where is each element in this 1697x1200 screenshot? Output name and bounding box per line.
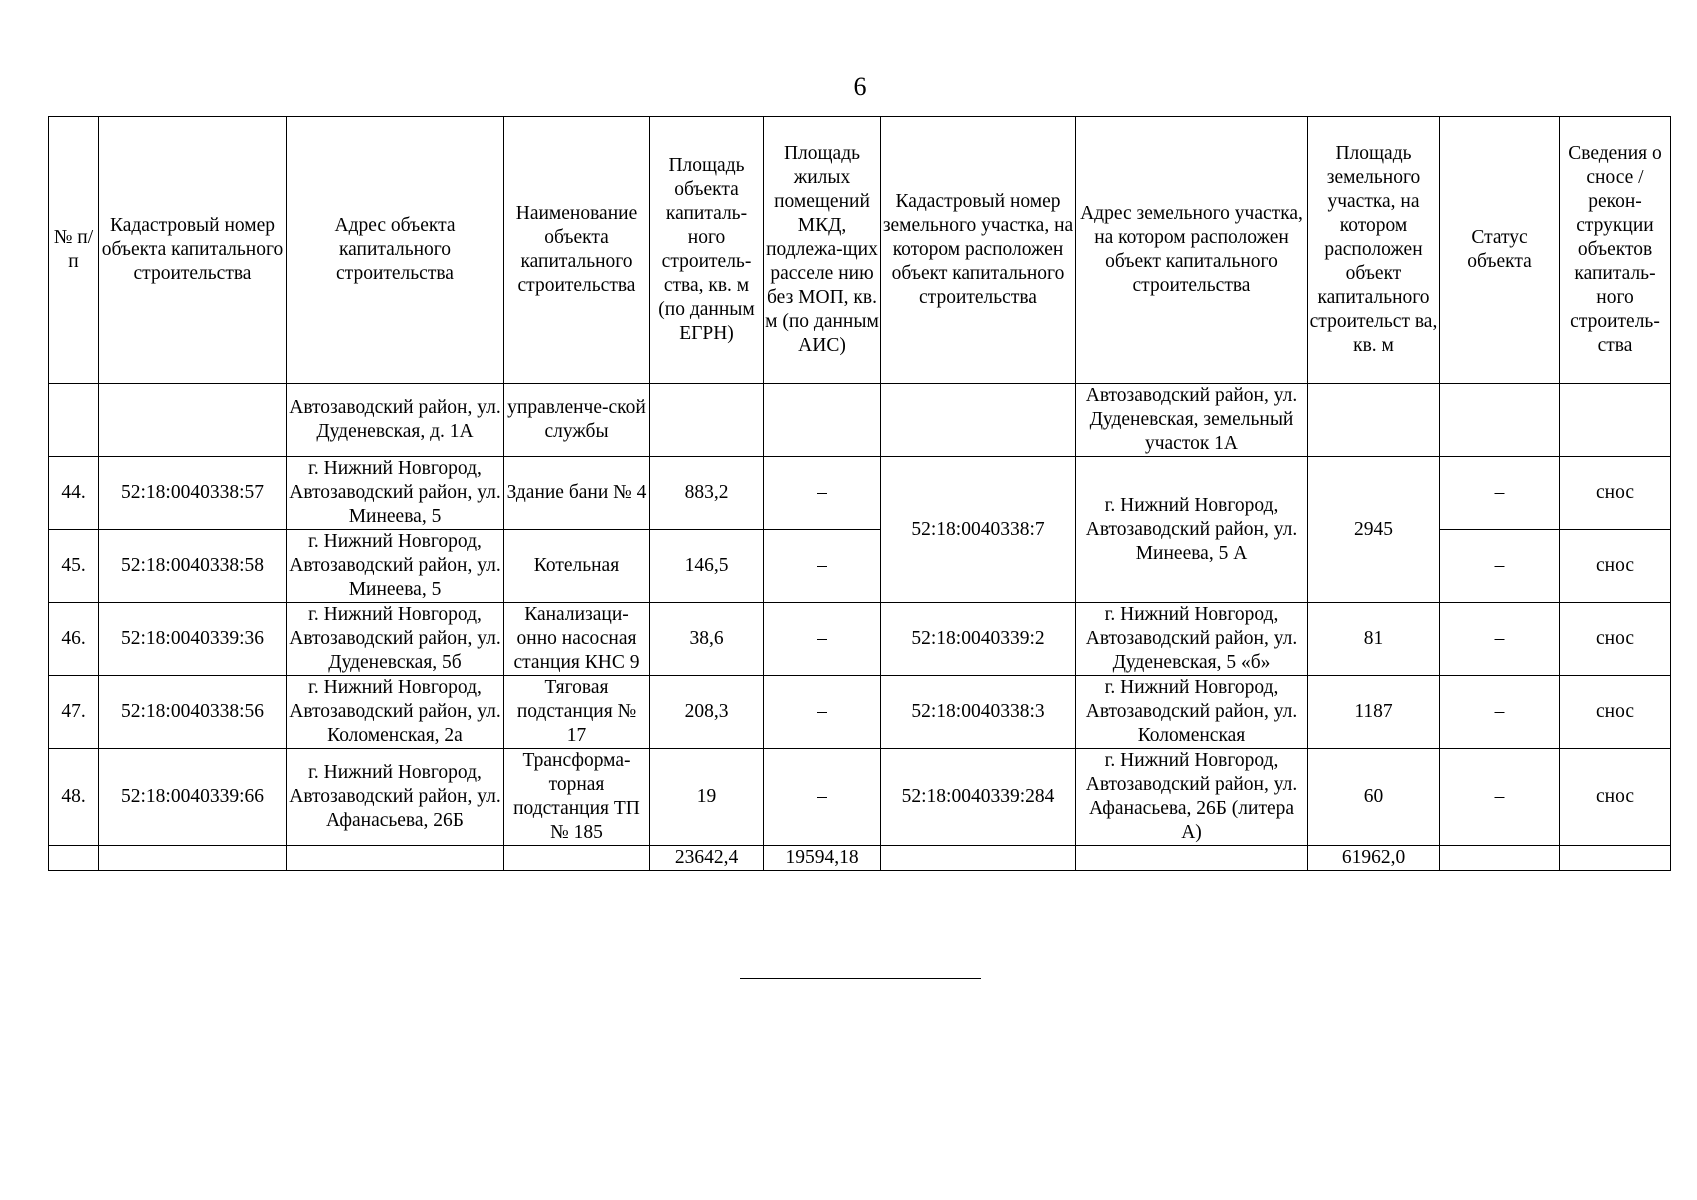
cell-name: Котельная <box>504 530 650 603</box>
col-header-address: Адрес объекта капитального строительства <box>287 117 504 384</box>
cell-name: Канализаци-онно насосная станция КНС 9 <box>504 603 650 676</box>
cell-land-cadastral-number: 52:18:0040338:7 <box>881 457 1076 603</box>
cell-status <box>1440 846 1560 871</box>
cell-status: – <box>1440 457 1560 530</box>
cell-name: Трансформа-торная подстанция ТП № 185 <box>504 749 650 846</box>
col-header-land-address: Адрес земельного участка, на котором расположен объект капитального строительства <box>1076 117 1308 384</box>
total-living-area: 19594,18 <box>764 846 881 871</box>
cell-demolition-info <box>1560 384 1671 457</box>
cell-living-area <box>764 384 881 457</box>
cell-cadastral-number: 52:18:0040339:36 <box>99 603 287 676</box>
cell-area: 146,5 <box>650 530 764 603</box>
cell-area: 19 <box>650 749 764 846</box>
cell-cadastral-number <box>99 846 287 871</box>
cell-area <box>650 384 764 457</box>
cell-demolition-info: снос <box>1560 530 1671 603</box>
cell-living-area: – <box>764 676 881 749</box>
cell-address <box>287 846 504 871</box>
cell-address: г. Нижний Новгород, Автозаводский район, ул. Афанасьева, 26Б <box>287 749 504 846</box>
cell-land-address: г. Нижний Новгород, Автозаводский район, ул. Коломенская <box>1076 676 1308 749</box>
cell-demolition-info: снос <box>1560 676 1671 749</box>
cell-num: 46. <box>49 603 99 676</box>
col-header-area: Площадь объекта капиталь-ного строитель-ства, кв. м (по данным ЕГРН) <box>650 117 764 384</box>
cell-demolition-info <box>1560 846 1671 871</box>
cell-land-cadastral-number <box>881 384 1076 457</box>
cell-status: – <box>1440 676 1560 749</box>
cell-cadastral-number <box>99 384 287 457</box>
cell-address: г. Нижний Новгород, Автозаводский район, ул. Дуденевская, 5б <box>287 603 504 676</box>
cell-cadastral-number: 52:18:0040338:58 <box>99 530 287 603</box>
table-row-continuation <box>49 384 1671 457</box>
cell-num <box>49 846 99 871</box>
cell-address: г. Нижний Новгород, Автозаводский район, ул. Коломенская, 2а <box>287 676 504 749</box>
cell-land-area: 81 <box>1308 603 1440 676</box>
cell-living-area: – <box>764 603 881 676</box>
totals-row <box>49 846 1671 871</box>
cell-land-area: 1187 <box>1308 676 1440 749</box>
cell-land-address: г. Нижний Новгород, Автозаводский район, ул. Минеева, 5 А <box>1076 457 1308 603</box>
cell-land-area: 60 <box>1308 749 1440 846</box>
cell-land-address: г. Нижний Новгород, Автозаводский район, ул. Афанасьева, 26Б (литера А) <box>1076 749 1308 846</box>
cell-area: 208,3 <box>650 676 764 749</box>
col-header-cadastral-number: Кадастровый номер объекта капитального строительства <box>99 117 287 384</box>
separator-line <box>740 978 981 979</box>
cell-num: 45. <box>49 530 99 603</box>
col-header-land-area: Площадь земельного участка, на котором расположен объект капитального строительст ва, кв. м <box>1308 117 1440 384</box>
cell-name <box>504 846 650 871</box>
cell-land-address <box>1076 846 1308 871</box>
cell-demolition-info: снос <box>1560 749 1671 846</box>
cell-address: г. Нижний Новгород, Автозаводский район, ул. Минеева, 5 <box>287 457 504 530</box>
total-area: 23642,4 <box>650 846 764 871</box>
cell-cadastral-number: 52:18:0040339:66 <box>99 749 287 846</box>
col-header-land-cadastral-number: Кадастровый номер земельного участка, на котором расположен объект капитального строительства <box>881 117 1076 384</box>
table-row <box>49 457 1671 530</box>
total-land-area: 61962,0 <box>1308 846 1440 871</box>
cell-status <box>1440 384 1560 457</box>
cell-num: 48. <box>49 749 99 846</box>
objects-table <box>48 116 1671 871</box>
cell-living-area: – <box>764 457 881 530</box>
header-row <box>49 117 1671 384</box>
cell-num <box>49 384 99 457</box>
page-number: 6 <box>853 72 867 101</box>
cell-land-cadastral-number: 52:18:0040339:284 <box>881 749 1076 846</box>
cell-area: 883,2 <box>650 457 764 530</box>
cell-area: 38,6 <box>650 603 764 676</box>
cell-cadastral-number: 52:18:0040338:56 <box>99 676 287 749</box>
table-row <box>49 749 1671 846</box>
cell-land-cadastral-number: 52:18:0040338:3 <box>881 676 1076 749</box>
cell-num: 44. <box>49 457 99 530</box>
cell-land-area: 2945 <box>1308 457 1440 603</box>
cell-name: Здание бани № 4 <box>504 457 650 530</box>
cell-name: управленче-ской службы <box>504 384 650 457</box>
col-header-name: Наименование объекта капитального строительства <box>504 117 650 384</box>
cell-land-address: г. Нижний Новгород, Автозаводский район, ул. Дуденевская, 5 «б» <box>1076 603 1308 676</box>
cell-land-cadastral-number: 52:18:0040339:2 <box>881 603 1076 676</box>
col-header-living-area: Площадь жилых помещений МКД, подлежа-щих расселе нию без МОП, кв. м (по данным АИС) <box>764 117 881 384</box>
cell-cadastral-number: 52:18:0040338:57 <box>99 457 287 530</box>
cell-demolition-info: снос <box>1560 603 1671 676</box>
cell-status: – <box>1440 749 1560 846</box>
cell-status: – <box>1440 530 1560 603</box>
cell-land-cadastral-number <box>881 846 1076 871</box>
cell-demolition-info: снос <box>1560 457 1671 530</box>
cell-land-address: Автозаводский район, ул. Дуденевская, земельный участок 1А <box>1076 384 1308 457</box>
cell-status: – <box>1440 603 1560 676</box>
cell-address: г. Нижний Новгород, Автозаводский район, ул. Минеева, 5 <box>287 530 504 603</box>
col-header-status: Статус объекта <box>1440 117 1560 384</box>
cell-name: Тяговая подстанция № 17 <box>504 676 650 749</box>
cell-address: Автозаводский район, ул. Дуденевская, д. 1А <box>287 384 504 457</box>
table-row <box>49 603 1671 676</box>
cell-living-area: – <box>764 530 881 603</box>
col-header-demolition-info: Сведения о сносе / рекон-струкции объектов капиталь-ного строитель-ства <box>1560 117 1671 384</box>
cell-land-area <box>1308 384 1440 457</box>
cell-living-area: – <box>764 749 881 846</box>
col-header-num: № п/п <box>49 117 99 384</box>
table-row <box>49 676 1671 749</box>
cell-num: 47. <box>49 676 99 749</box>
